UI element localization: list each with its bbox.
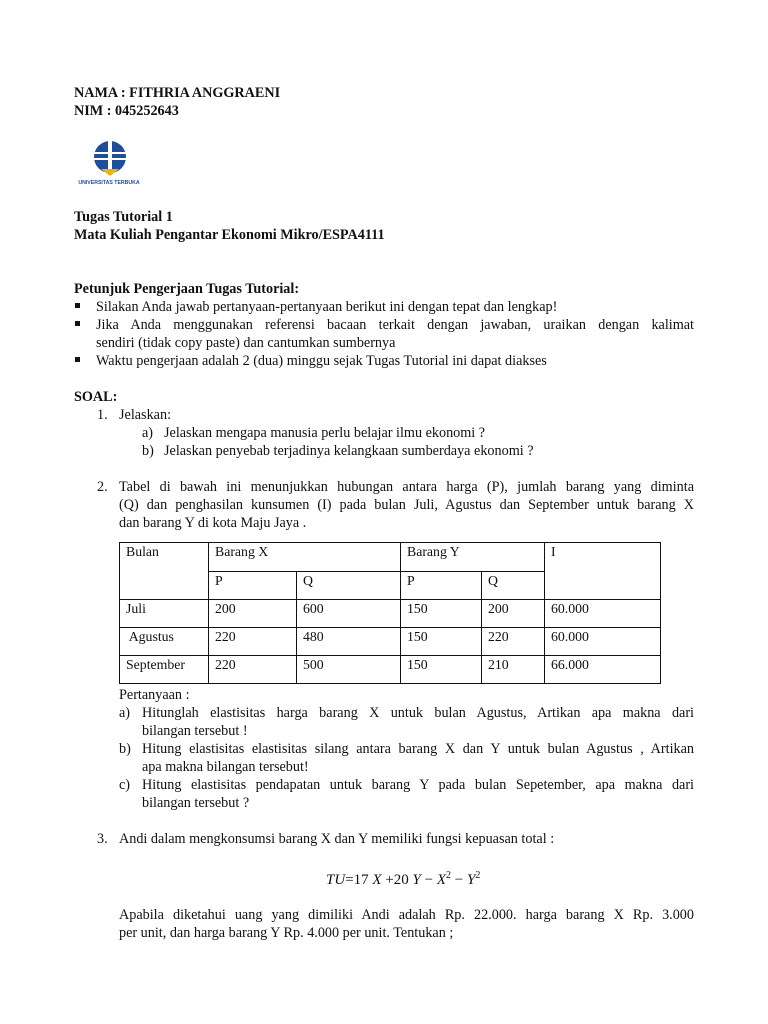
question-number: 2. bbox=[97, 479, 108, 495]
table-row bbox=[120, 656, 661, 684]
cell-qy: 210 bbox=[482, 656, 545, 684]
sub-question: Hitung elastisitas pendapatan untuk barang Y pada bulan Sepetember, apa makna dari bbox=[142, 777, 694, 793]
sub-label: b) bbox=[119, 741, 131, 757]
table-row bbox=[120, 628, 661, 656]
formula-coef-y: +20 bbox=[381, 872, 413, 888]
sub-label: a) bbox=[142, 425, 154, 441]
cell-px: 220 bbox=[209, 656, 297, 684]
university-logo bbox=[74, 136, 144, 192]
question-number: 1. bbox=[97, 407, 108, 423]
question-text: (Q) dan penghasilan kunsumen (I) pada bulan Juli, Agustus dan September untuk barang X bbox=[119, 497, 694, 513]
sub-question-continued: bilangan tersebut ! bbox=[142, 723, 248, 739]
instruction-item: Waktu pengerjaan adalah 2 (dua) minggu sejak Tugas Tutorial ini dapat diakses bbox=[96, 353, 547, 369]
question-text: Jelaskan: bbox=[119, 407, 172, 423]
logo-emblem-icon bbox=[74, 136, 144, 184]
cell-px: 200 bbox=[209, 600, 297, 628]
formula-minus: − bbox=[420, 872, 437, 888]
instruction-item-continued: sendiri (tidak copy paste) dan cantumkan sumbernya bbox=[96, 335, 396, 351]
bullet-icon bbox=[74, 298, 84, 316]
sub-label: c) bbox=[119, 777, 131, 793]
question-number: 3. bbox=[97, 831, 108, 847]
cell-i: 60.000 bbox=[545, 628, 661, 656]
formula-exponent: 2 bbox=[475, 870, 481, 881]
formula-coef-x: =17 bbox=[345, 872, 373, 888]
sub-question-continued: bilangan tersebut ? bbox=[142, 795, 250, 811]
cell-py: 150 bbox=[401, 600, 482, 628]
table-header-row bbox=[120, 543, 661, 572]
bullet-icon bbox=[74, 352, 84, 370]
formula-var-y: Y bbox=[412, 872, 421, 888]
bullet-icon bbox=[74, 316, 84, 334]
cell-bulan: Juli bbox=[120, 600, 209, 628]
student-name: NAMA : FITHRIA ANGGRAENI bbox=[74, 85, 281, 101]
header-p: P bbox=[401, 571, 482, 600]
sub-label: a) bbox=[119, 705, 131, 721]
question-text: dan barang Y di kota Maju Jaya . bbox=[119, 515, 307, 531]
header-q: Q bbox=[482, 571, 545, 600]
header-barang-y: Barang Y bbox=[401, 543, 545, 572]
cell-qx: 480 bbox=[297, 628, 401, 656]
utility-formula bbox=[326, 867, 480, 889]
cell-bulan: Agustus bbox=[120, 628, 209, 656]
formula-minus: − bbox=[451, 872, 467, 888]
soal-heading: SOAL: bbox=[74, 389, 118, 405]
formula-lhs: TU bbox=[326, 872, 346, 888]
header-bulan: Bulan bbox=[120, 543, 209, 600]
question-text: per unit, dan harga barang Y Rp. 4.000 per unit. Tentukan ; bbox=[119, 925, 454, 941]
cell-qy: 200 bbox=[482, 600, 545, 628]
sub-question: Hitunglah elastisitas harga barang X untuk bulan Agustus, Artikan apa makna dari bbox=[142, 705, 694, 721]
sub-question: Jelaskan penyebab terjadinya kelangkaan sumberdaya ekonomi ? bbox=[164, 443, 534, 459]
cell-bulan: September bbox=[120, 656, 209, 684]
table-row bbox=[120, 600, 661, 628]
instruction-item: Jika Anda menggunakan referensi bacaan terkait dengan jawaban, uraikan dengan kalimat bbox=[96, 317, 694, 333]
sub-label: b) bbox=[142, 443, 154, 459]
header-income: I bbox=[545, 543, 661, 600]
student-nim: NIM : 045252643 bbox=[74, 103, 179, 119]
tutorial-title: Tugas Tutorial 1 bbox=[74, 209, 173, 225]
cell-qx: 600 bbox=[297, 600, 401, 628]
instructions-heading: Petunjuk Pengerjaan Tugas Tutorial: bbox=[74, 281, 300, 297]
cell-i: 60.000 bbox=[545, 600, 661, 628]
header-barang-x: Barang X bbox=[209, 543, 401, 572]
question-text: Apabila diketahui uang yang dimiliki Andi adalah Rp. 22.000. harga barang X Rp. 3.000 bbox=[119, 907, 694, 923]
sub-question-continued: apa makna bilangan tersebut! bbox=[142, 759, 309, 775]
cell-i: 66.000 bbox=[545, 656, 661, 684]
question-text: Tabel di bawah ini menunjukkan hubungan antara harga (P), jumlah barang yang diminta bbox=[119, 479, 694, 495]
cell-py: 150 bbox=[401, 656, 482, 684]
formula-var-x-sq: X bbox=[436, 872, 447, 888]
pertanyaan-label: Pertanyaan : bbox=[119, 687, 190, 703]
logo-caption: UNIVERSITAS TERBUKA bbox=[78, 180, 140, 186]
formula-var-x: X bbox=[372, 872, 382, 888]
formula-exponent: 2 bbox=[446, 870, 452, 881]
formula-var-y-sq: Y bbox=[467, 872, 476, 888]
header-q: Q bbox=[297, 571, 401, 600]
cell-qy: 220 bbox=[482, 628, 545, 656]
course-subject: Mata Kuliah Pengantar Ekonomi Mikro/ESPA4111 bbox=[74, 227, 385, 243]
cell-px: 220 bbox=[209, 628, 297, 656]
question-text: Andi dalam mengkonsumsi barang X dan Y memiliki fungsi kepuasan total : bbox=[119, 831, 555, 847]
header-p: P bbox=[209, 571, 297, 600]
cell-qx: 500 bbox=[297, 656, 401, 684]
cell-py: 150 bbox=[401, 628, 482, 656]
sub-question: Jelaskan mengapa manusia perlu belajar ilmu ekonomi ? bbox=[164, 425, 486, 441]
sub-question: Hitung elastisitas elastisitas silang antara barang X dan Y untuk bulan Agustus , Artikan bbox=[142, 741, 694, 757]
instruction-item: Silakan Anda jawab pertanyaan-pertanyaan berikut ini dengan tepat dan lengkap! bbox=[96, 299, 558, 315]
price-quantity-table bbox=[119, 542, 661, 684]
